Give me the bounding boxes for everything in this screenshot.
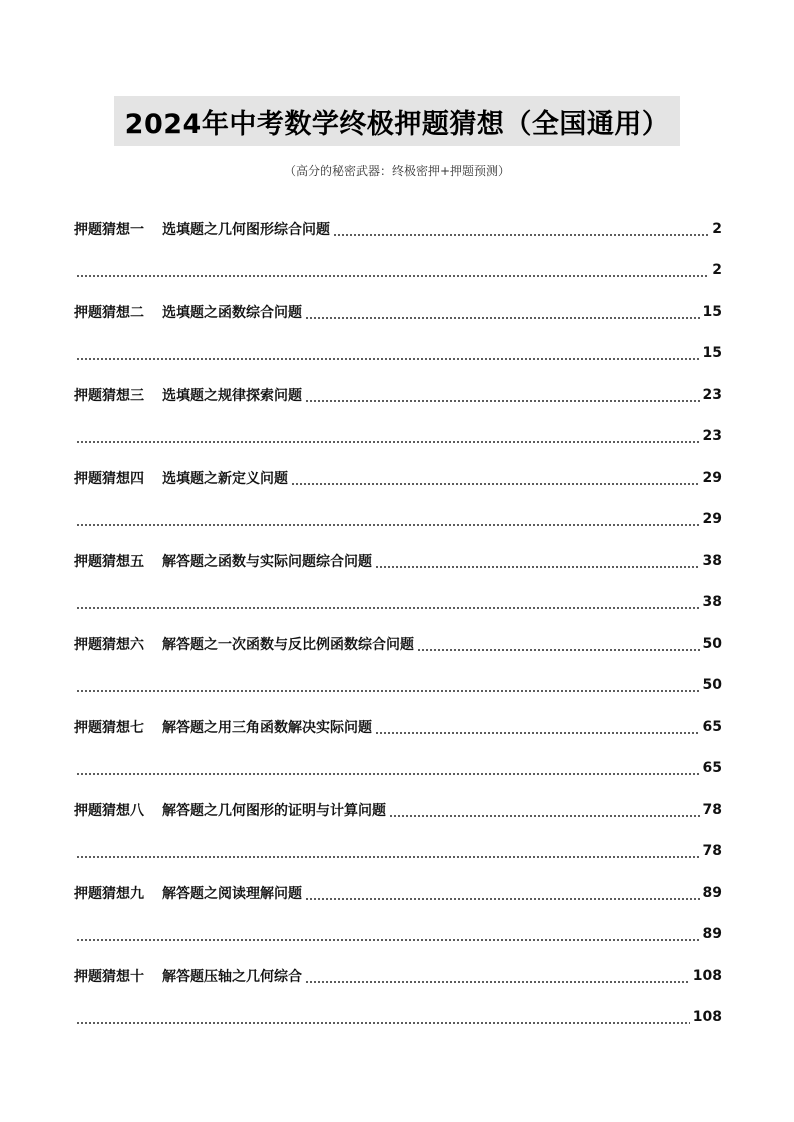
toc-subentry[interactable] — [74, 997, 722, 1039]
table-of-contents — [74, 208, 722, 1038]
toc-dot-leader — [389, 815, 700, 817]
toc-entry[interactable] — [74, 706, 722, 748]
toc-subentry[interactable] — [74, 748, 722, 790]
toc-subentry[interactable] — [74, 582, 722, 624]
toc-page-number: 38 — [702, 594, 722, 611]
toc-page-number: 108 — [692, 967, 722, 984]
toc-entry-heading: 押题猜想四 — [74, 470, 144, 487]
toc-entry-heading: 押题猜想二 — [74, 304, 144, 321]
toc-dot-leader — [291, 483, 700, 485]
toc-dot-leader — [305, 317, 700, 319]
toc-dot-leader — [305, 400, 700, 402]
toc-page-number: 89 — [702, 926, 722, 943]
toc-entry-label — [74, 219, 330, 239]
toc-subentry[interactable] — [74, 250, 722, 292]
toc-entry-label — [74, 551, 372, 571]
toc-page-number: 38 — [702, 552, 722, 569]
toc-entry-heading: 押题猜想三 — [74, 387, 144, 404]
toc-dot-leader — [375, 566, 700, 568]
toc-entry-label — [74, 385, 302, 405]
toc-page-number: 29 — [702, 511, 722, 528]
toc-dot-leader — [76, 1022, 690, 1024]
toc-entry-heading: 押题猜想十 — [74, 968, 144, 985]
toc-entry[interactable] — [74, 374, 722, 416]
toc-page-number: 23 — [702, 386, 722, 403]
toc-entry[interactable] — [74, 540, 722, 582]
toc-entry[interactable] — [74, 291, 722, 333]
toc-page-number: 78 — [702, 843, 722, 860]
toc-dot-leader — [76, 358, 700, 360]
toc-entry-heading: 押题猜想五 — [74, 553, 144, 570]
toc-dot-leader — [76, 690, 700, 692]
toc-dot-leader — [305, 898, 700, 900]
toc-page-number: 23 — [702, 428, 722, 445]
toc-page-number: 50 — [702, 635, 722, 652]
toc-subentry[interactable] — [74, 831, 722, 873]
toc-entry-topic: 解答题之阅读理解问题 — [162, 885, 302, 902]
toc-dot-leader — [305, 981, 690, 983]
toc-dot-leader — [76, 939, 700, 941]
toc-entry-topic: 选填题之函数综合问题 — [162, 304, 302, 321]
toc-dot-leader — [76, 275, 709, 277]
toc-dot-leader — [76, 441, 700, 443]
toc-page-number: 2 — [712, 220, 722, 237]
toc-entry-topic: 解答题压轴之几何综合 — [162, 968, 302, 985]
toc-entry[interactable] — [74, 208, 722, 250]
toc-entry[interactable] — [74, 955, 722, 997]
toc-dot-leader — [76, 773, 700, 775]
toc-page-number: 29 — [702, 469, 722, 486]
toc-entry[interactable] — [74, 872, 722, 914]
toc-entry-heading: 押题猜想六 — [74, 636, 144, 653]
toc-entry[interactable] — [74, 457, 722, 499]
toc-dot-leader — [375, 732, 700, 734]
toc-page-number: 108 — [692, 1009, 722, 1026]
toc-subentry[interactable] — [74, 416, 722, 458]
toc-entry-topic: 解答题之一次函数与反比例函数综合问题 — [162, 636, 414, 653]
toc-entry-topic: 解答题之用三角函数解决实际问题 — [162, 719, 372, 736]
toc-entry-label — [74, 717, 372, 737]
toc-entry-topic: 解答题之几何图形的证明与计算问题 — [162, 802, 386, 819]
toc-subentry[interactable] — [74, 499, 722, 541]
toc-page-number: 15 — [702, 345, 722, 362]
page-subtitle: （高分的秘密武器：终极密押+押题预测） — [283, 164, 511, 178]
page-title: 2024年中考数学终极押题猜想（全国通用） — [124, 108, 670, 140]
toc-entry-label — [74, 468, 288, 488]
toc-page-number: 2 — [712, 262, 722, 279]
toc-page-number: 89 — [702, 884, 722, 901]
title-banner — [114, 96, 680, 146]
toc-entry-topic: 选填题之几何图形综合问题 — [162, 221, 330, 238]
toc-page-number: 78 — [702, 801, 722, 818]
toc-dot-leader — [76, 856, 700, 858]
toc-entry-label — [74, 634, 414, 654]
toc-page-number: 65 — [702, 718, 722, 735]
toc-subentry[interactable] — [74, 665, 722, 707]
toc-subentry[interactable] — [74, 333, 722, 375]
toc-entry-label — [74, 966, 302, 986]
toc-entry-heading: 押题猜想七 — [74, 719, 144, 736]
toc-dot-leader — [76, 607, 700, 609]
toc-entry[interactable] — [74, 623, 722, 665]
toc-page-number: 15 — [702, 303, 722, 320]
toc-dot-leader — [417, 649, 700, 651]
toc-entry-heading: 押题猜想一 — [74, 221, 144, 238]
toc-entry[interactable] — [74, 789, 722, 831]
toc-entry-topic: 选填题之新定义问题 — [162, 470, 288, 487]
toc-dot-leader — [76, 524, 700, 526]
toc-entry-label — [74, 883, 302, 903]
toc-entry-topic: 解答题之函数与实际问题综合问题 — [162, 553, 372, 570]
toc-entry-label — [74, 800, 386, 820]
toc-entry-heading: 押题猜想九 — [74, 885, 144, 902]
toc-dot-leader — [333, 234, 709, 236]
toc-page-number: 65 — [702, 760, 722, 777]
toc-subentry[interactable] — [74, 914, 722, 956]
toc-entry-heading: 押题猜想八 — [74, 802, 144, 819]
toc-page-number: 50 — [702, 677, 722, 694]
toc-entry-label — [74, 302, 302, 322]
toc-entry-topic: 选填题之规律探索问题 — [162, 387, 302, 404]
